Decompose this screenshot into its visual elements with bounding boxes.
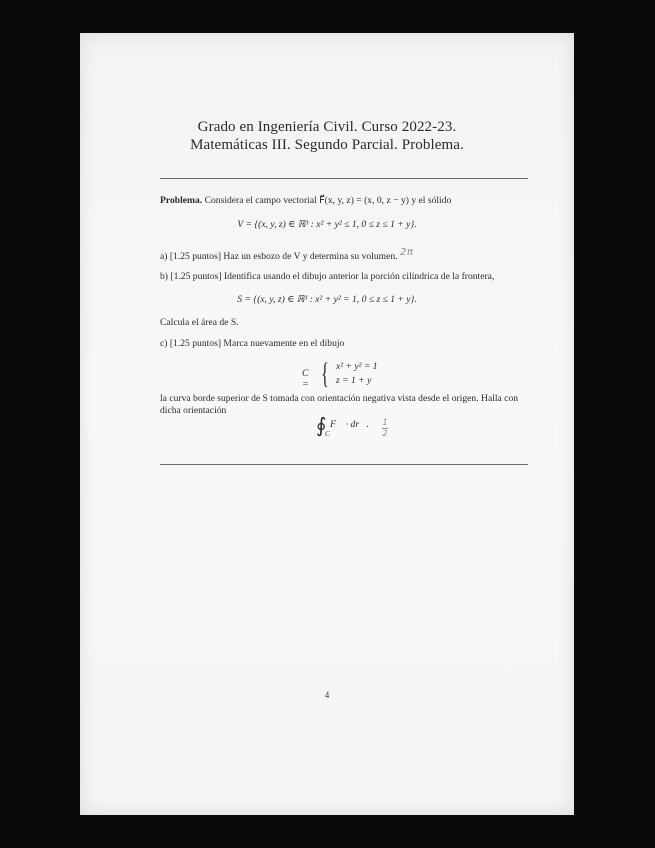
problem-statement <box>160 195 451 207</box>
solid-v-definition: V = {(x, y, z) ∈ ℝ³ : x² + y² ≤ 1, 0 ≤ z ≤ 1 + y}. <box>237 219 417 230</box>
exam-title: Matemáticas III. Segundo Parcial. Problema. <box>190 137 464 153</box>
part-a: a) [1.25 puntos] Haz un esbozo de V y determina su volumen. <box>160 251 398 262</box>
exam-page <box>80 33 574 815</box>
fraction-denominator: 2 <box>382 429 388 438</box>
part-c-text-line2: dicha orientación <box>160 405 227 416</box>
handwritten-fraction <box>382 419 388 438</box>
part-c: c) [1.25 puntos] Marca nuevamente en el dibujo <box>160 338 345 349</box>
top-divider <box>160 178 528 179</box>
problem-label: Problema. <box>160 195 203 206</box>
contour-integral-icon: ∮ <box>316 415 327 437</box>
curve-equation-1: x² + y² = 1 <box>336 361 378 372</box>
part-b-question: Calcula el área de S. <box>160 317 239 328</box>
surface-s-definition: S = {(x, y, z) ∈ ℝ³ : x² + y² = 1, 0 ≤ z ≤ 1 + y}. <box>237 294 417 305</box>
curve-equation-2: z = 1 + y <box>336 375 372 386</box>
bottom-divider <box>160 464 528 465</box>
curve-label: C = <box>302 368 309 390</box>
part-c-text-line1: la curva borde superior de S tomada con orientación negativa vista desde el origen. Halla con <box>160 393 519 404</box>
integral-subscript: C <box>325 430 330 438</box>
left-brace: { <box>321 357 329 390</box>
fraction-numerator: 1 <box>382 418 388 427</box>
problem-text: Considera el campo vectorial F⃗(x, y, z) = (x, 0, z − y) y el sólido <box>204 195 452 206</box>
integral-body: F⃗ · dr⃗. <box>330 419 369 430</box>
page-number: 4 <box>324 690 330 700</box>
handwritten-volume-answer: 2π <box>400 247 414 258</box>
course-title: Grado en Ingeniería Civil. Curso 2022-23. <box>197 119 457 135</box>
part-b: b) [1.25 puntos] Identifica usando el dibujo anterior la porción cilíndrica de la frontera, <box>160 271 495 282</box>
